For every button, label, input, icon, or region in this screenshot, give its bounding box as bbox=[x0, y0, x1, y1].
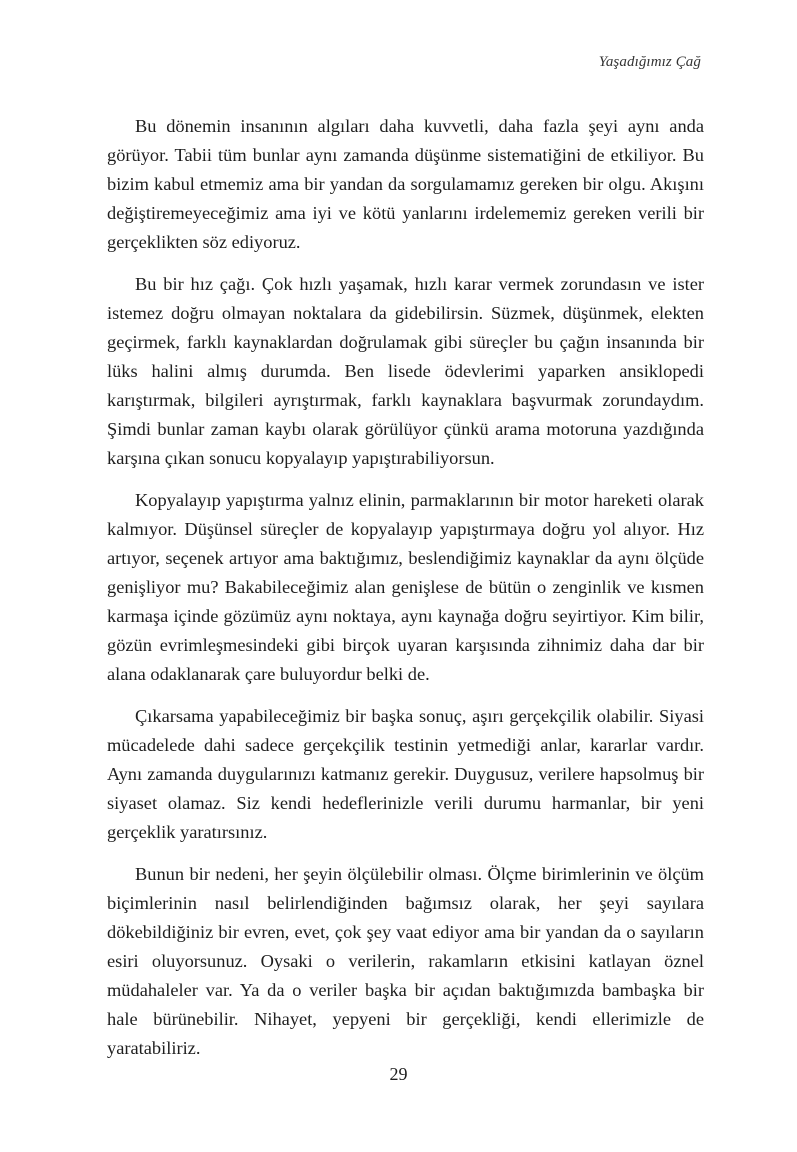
paragraph-1: Bu dönemin insanının algıları daha kuvvetli, daha fazla şeyi aynı anda görüyor. Tabii tüm bunlar aynı zamanda düşünme sistematiğini de etkiliyor. Bu bizim kabul etmemiz ama bir yandan da sorgulamamız gereken bir olgu. Akışını değiştiremeyeceğimiz ama iyi ve kötü yanlarını irdelememiz gereken verili bir gerçeklikten söz ediyoruz. bbox=[107, 116, 704, 252]
paragraph-5: Bunun bir nedeni, her şeyin ölçülebilir olması. Ölçme birimlerinin ve ölçüm biçimlerinin nasıl belirlendiğinden bağımsız olarak, her şeyi sayılara dökebildiğiniz bir evren, evet, çok şey vaat ediyor ama bir yandan da o sayıların esiri oluyorsunuz. Oysaki o verilerin, rakamların etkisini katlayan öznel müdahaleler var. Ya da o veriler başka bir açıdan baktığımızda bambaşka bir hale bürünebilir. Nihayet, yepyeni bir gerçekliği, kendi ellerimizle de yaratabiliriz. bbox=[107, 864, 704, 1058]
paragraph-3: Kopyalayıp yapıştırma yalnız elinin, parmaklarının bir motor hareketi olarak kalmıyor. Düşünsel süreçler de kopyalayıp yapıştırmaya doğru yol alıyor. Hız artıyor, seçenek artıyor ama baktığımız, beslendiğimiz kaynaklar da aynı ölçüde genişliyor mu? Bakabileceğimiz alan genişlese de bütün o zenginlik ve kısmen karmaşa içinde gözümüz aynı noktaya, aynı kaynağa doğru seyirtiyor. Kim bilir, gözün evrimleşmesindeki gibi birçok uyaran karşısında zihnimiz daha dar bir alana odaklanarak çare buluyordur belki de. bbox=[107, 490, 704, 684]
paragraph-4: Çıkarsama yapabileceğimiz bir başka sonuç, aşırı gerçekçilik olabilir. Siyasi mücadelede dahi sadece gerçekçilik testinin yetmediği anlar, kararlar vardır. Aynı zamanda duygularınızı katmanız gerekir. Duygusuz, verilere hapsolmuş bir siyaset olamaz. Siz kendi hedeflerinizle verili durumu harmanlar, bir yeni gerçeklik yaratırsınız. bbox=[107, 706, 704, 842]
page-number: 29 bbox=[389, 1064, 408, 1084]
running-header: Yaşadığımız Çağ bbox=[598, 54, 701, 70]
body-text bbox=[107, 112, 704, 1076]
paragraph-2: Bu bir hız çağı. Çok hızlı yaşamak, hızlı karar vermek zorundasın ve ister istemez doğru olmayan noktalara da gidebilirsin. Süzmek, düşünmek, elekten geçirmek, farklı kaynaklardan doğrulamak gibi süreçler bu çağın insanında bir lüks halini almış durumda. Ben lisede ödevlerimi yaparken ansiklopedi karıştırmak, bilgileri ayrıştırmak, farklı kaynaklara başvurmak zorundaydım. Şimdi bunlar zaman kaybı olarak görülüyor çünkü arama motoruna yazdığında karşına çıkan sonucu kopyalayıp yapıştırabiliyorsun. bbox=[107, 274, 704, 468]
